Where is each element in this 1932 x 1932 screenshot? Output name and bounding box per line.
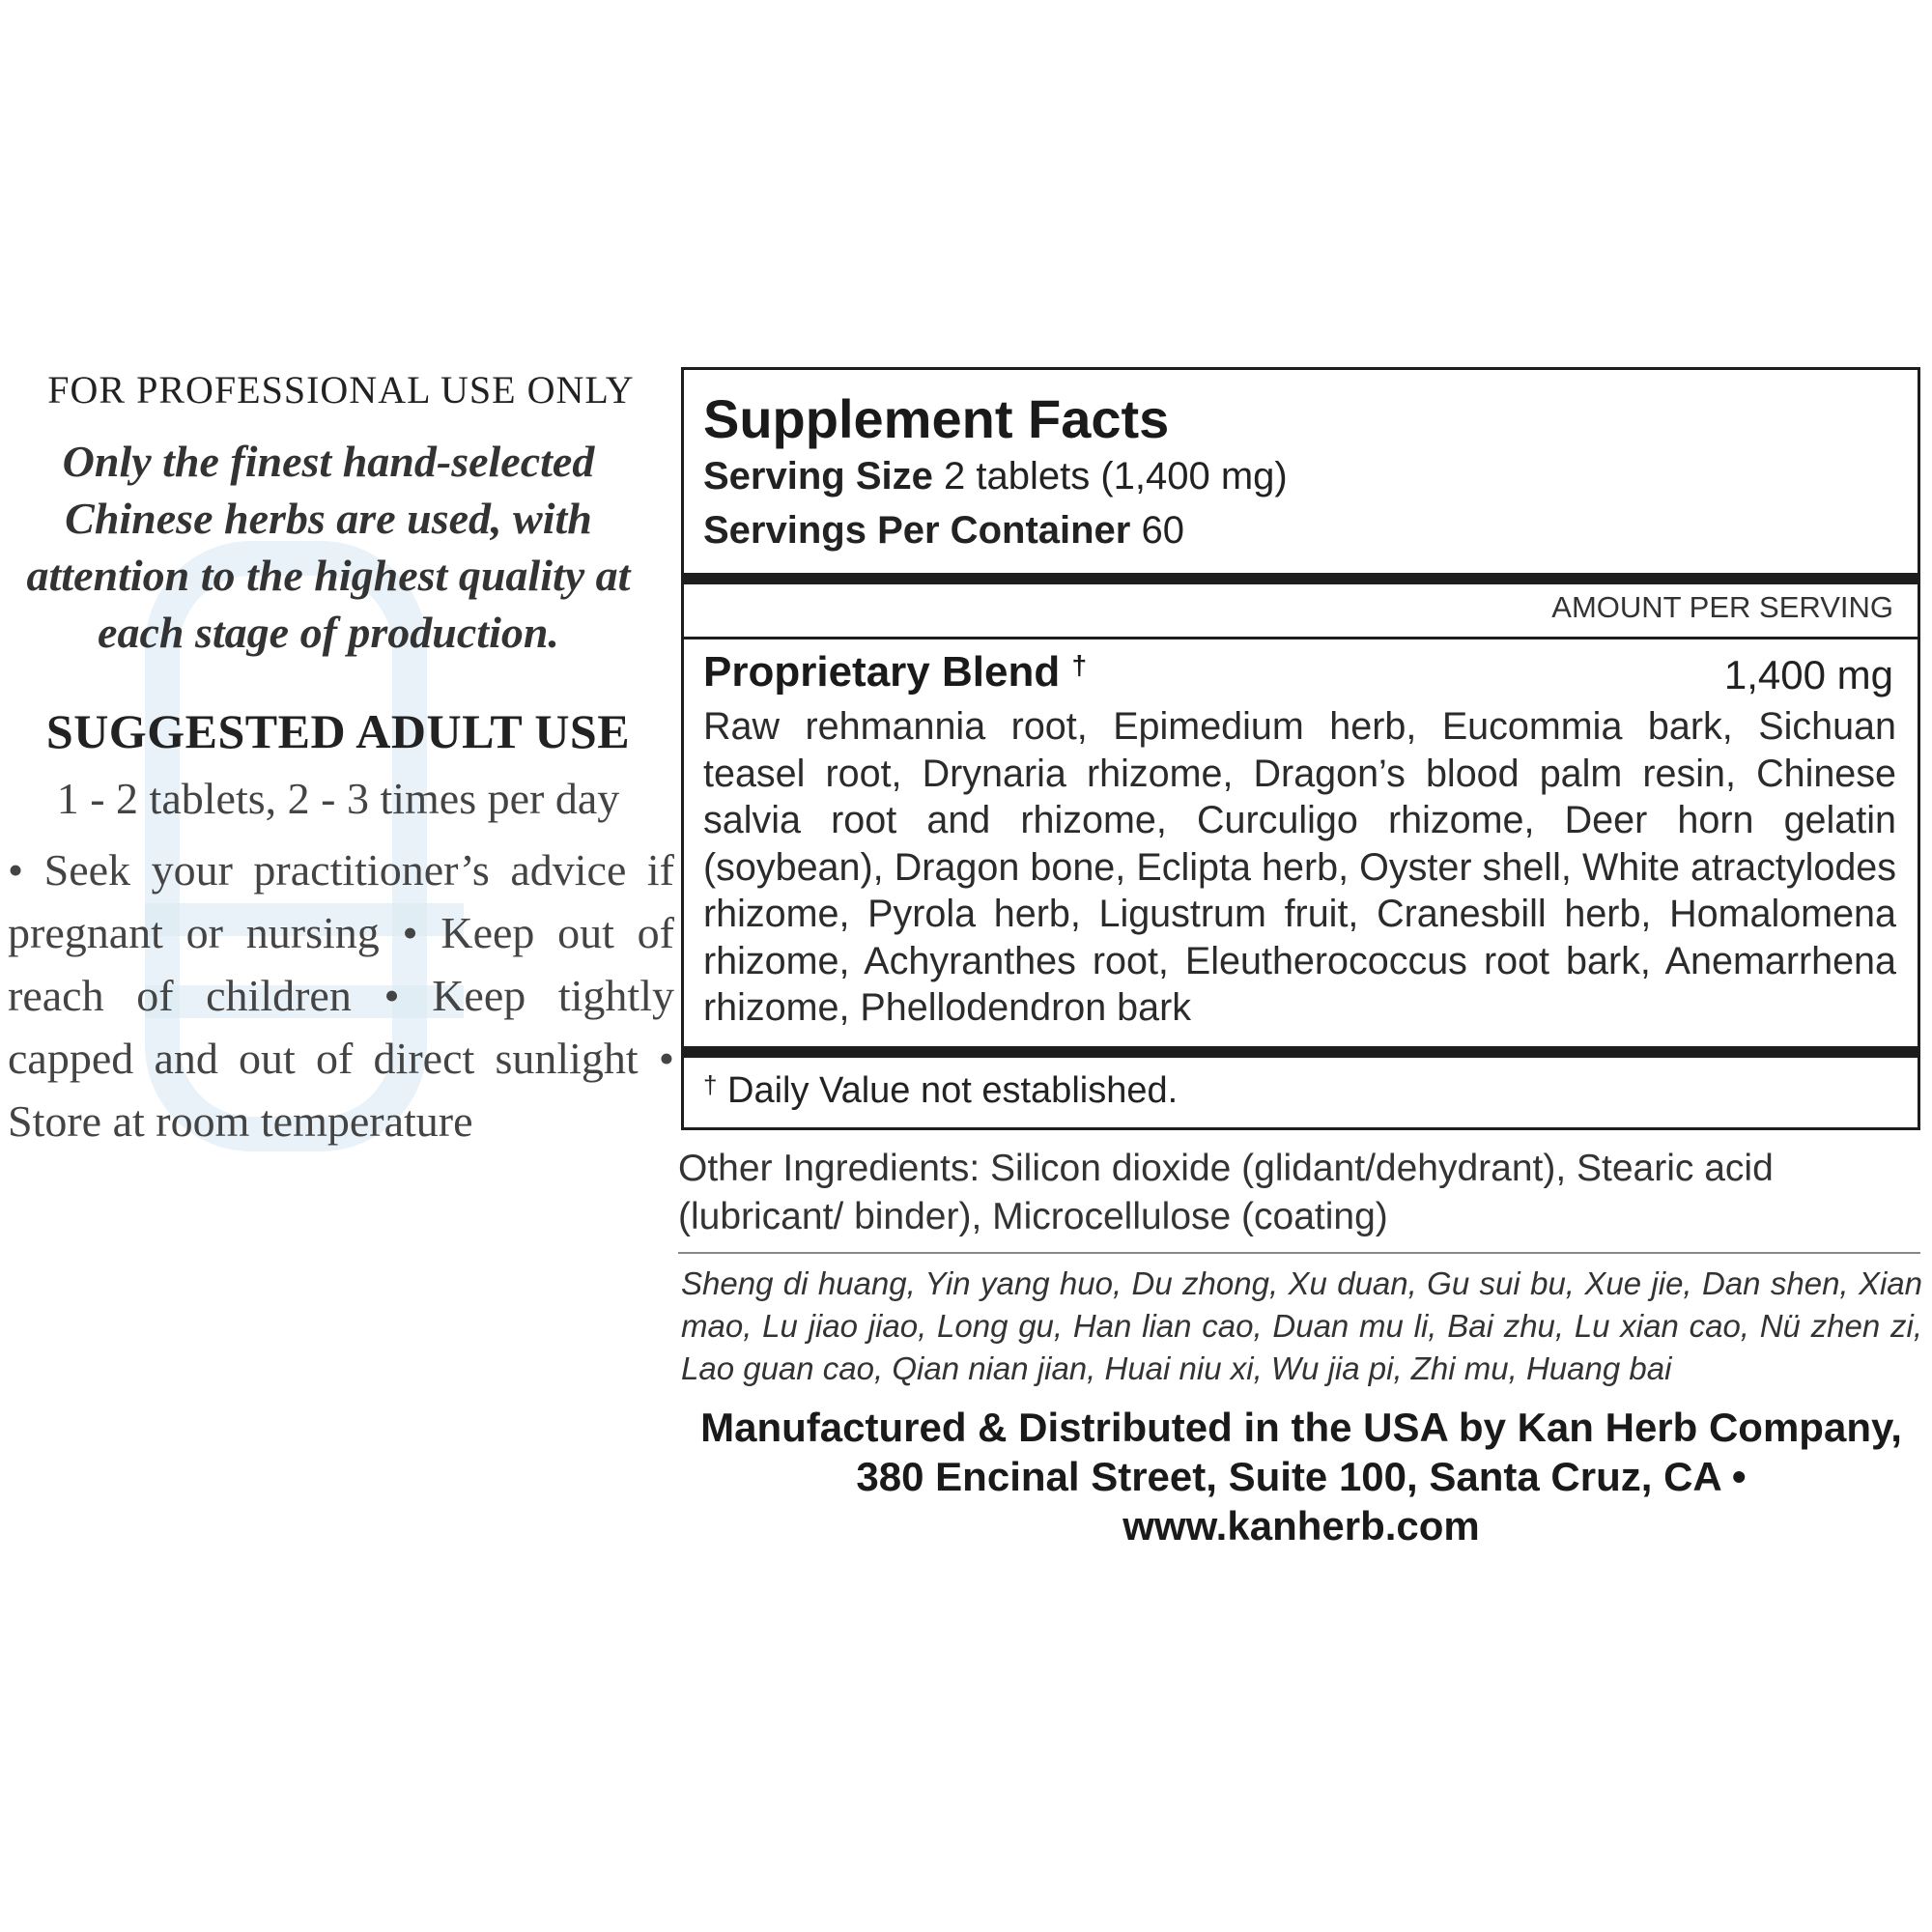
daily-value-note <box>703 1070 1178 1112</box>
supplement-facts-panel <box>681 367 1920 1130</box>
proprietary-blend-name <box>703 648 1087 696</box>
daily-value-note-text: Daily Value not established. <box>727 1070 1179 1111</box>
dagger-symbol: † <box>703 1070 718 1099</box>
other-ingredients: Other Ingredients: Silicon dioxide (glidant/dehydrant), Stearic acid (lubricant/ binder), Microcellulose (coating) <box>678 1148 1774 1237</box>
serving-size-label: Serving Size <box>703 455 933 497</box>
section-divider <box>678 1252 1920 1254</box>
pinyin-herb-names: Sheng di huang, Yin yang huo, Du zhong, Xu duan, Gu sui bu, Xue jie, Dan shen, Xian mao, Lu jiao jiao, Long gu, Han lian cao, Duan mu li, Bai zhu, Lu xian cao, Nü zhen zi, Lao guan cao, Qian nian jian, Huai niu xi, Wu jia pi, Zhi mu, Huang bai <box>681 1265 1922 1386</box>
amount-per-serving-heading: AMOUNT PER SERVING <box>1551 590 1893 624</box>
suggested-use-heading: SUGGESTED ADULT USE <box>45 704 631 758</box>
manufacturer-info <box>678 1403 1924 1550</box>
blend-ingredients-list: Raw rehmannia root, Epimedium herb, Eucommia bark, Sichuan teasel root, Drynaria rhizome, Dragon’s blood palm resin, Chinese salvia root and rhizome, Curculigo rhizome, Deer horn gelatin (soybean), Dragon bone, Eclipta herb, Oyster shell, White atractylodes rhizome, Pyrola herb, Ligustrum fruit, Cranesbill herb, Homalomena rhizome, Achyranthes root, Eleutherococcus root bark, Anemarrhena rhizome, Phellodendron bark <box>703 705 1896 1029</box>
servings-per-container-row <box>703 509 1184 553</box>
dagger-symbol: † <box>1071 650 1088 680</box>
blend-name-text: Proprietary Blend <box>703 648 1061 696</box>
servings-per-container-value: 60 <box>1141 509 1184 552</box>
professional-use-notice: FOR PROFESSIONAL USE ONLY <box>47 368 635 412</box>
servings-per-container-label: Servings Per Container <box>703 509 1131 552</box>
manufacturer-line-1: Manufactured & Distributed in the USA by Kan Herb Company, <box>700 1405 1902 1450</box>
thin-divider <box>684 637 1918 639</box>
thick-divider <box>684 1046 1918 1058</box>
thick-divider <box>684 573 1918 584</box>
warnings-text: • Seek your practitioner’s advice if pregnant or nursing • Keep out of reach of children • Keep tightly capped and out of direct sunlight • Store at room temperature <box>8 845 674 1146</box>
quality-tagline: Only the finest hand-selected Chinese herbs are used, with attention to the highest quality at each stage of production. <box>26 437 631 657</box>
manufacturer-line-2: 380 Encinal Street, Suite 100, Santa Cruz, CA • www.kanherb.com <box>856 1454 1747 1548</box>
serving-size-value: 2 tablets (1,400 mg) <box>944 455 1288 497</box>
supplement-facts-title: Supplement Facts <box>703 388 1170 449</box>
serving-size-row <box>703 455 1288 498</box>
proprietary-blend-amount: 1,400 mg <box>1723 652 1893 697</box>
suggested-use-dose: 1 - 2 tablets, 2 - 3 times per day <box>56 774 620 823</box>
